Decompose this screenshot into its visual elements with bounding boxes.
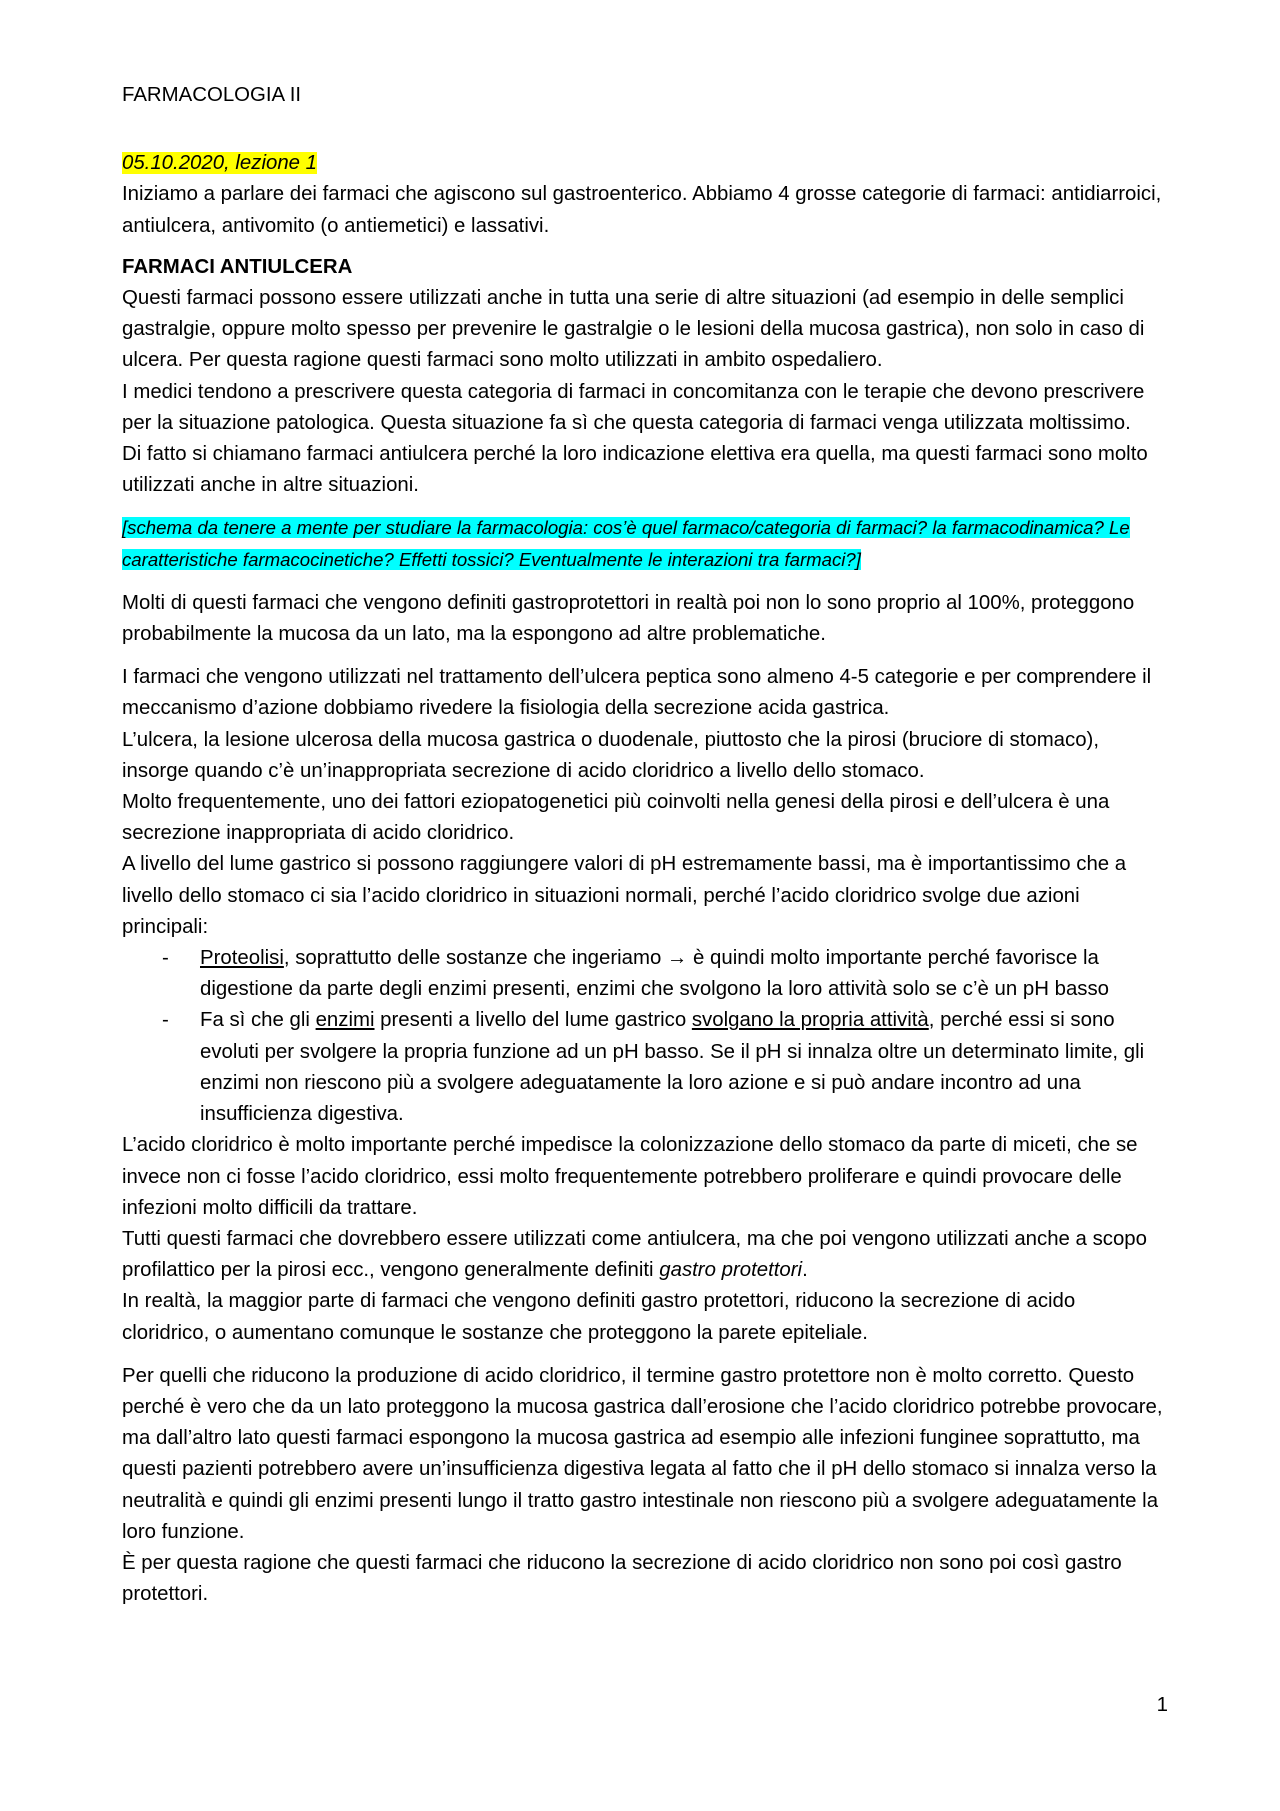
lesson-date-highlight: 05.10.2020, lezione 1 <box>122 152 318 175</box>
paragraph-1: Questi farmaci possono essere utilizzati anche in tutta una serie di altre situazioni (ad esempio in delle semplici gastralgie, oppure molto spesso per prevenire le gastralgie o le lesioni della mucosa gastrica), non solo in caso di ulcera. Per questa ragione questi farmaci sono molto utilizzati in ambito ospedaliero. <box>122 287 1145 372</box>
page-number: 1 <box>1156 1694 1168 1716</box>
paragraph-10-end: . <box>802 1259 808 1282</box>
list-item-1-text-after: è quindi molto importante perché favorisce la digestione da parte degli enzimi presenti, enzimi che svolgono la loro attività solo se c’è un pH basso <box>200 947 1110 1001</box>
paragraph-5: I farmaci che vengono utilizzati nel trattamento dell’ulcera peptica sono almeno 4-5 categorie e per comprendere il meccanismo d’azione dobbiamo rivedere la fisiologia della secrezione acida gastrica. <box>122 666 1152 720</box>
list-item-2-underlined-2: svolgano la propria attività <box>691 1009 929 1032</box>
lesson-date <box>122 148 1166 179</box>
paragraph-12: Per quelli che riducono la produzione di acido cloridrico, il termine gastro protettore non è molto corretto. Questo perché è vero che da un lato proteggono la mucosa gastrica dall’erosione che l’acido cloridrico potrebbe provocare, ma dall’altro lato questi farmaci espongono la mucosa gastrica ad esempio alle infezioni funginee soprattutto, ma questi pazienti potrebbero avere un’insufficienza digestiva legata al fatto che il pH dello stomaco si innalza verso la neutralità e quindi gli enzimi presenti lungo il tratto gastro intestinale non riescono più a svolgere adeguatamente la loro funzione. <box>122 1364 1163 1543</box>
list-item <box>122 943 1166 1005</box>
section-heading: FARMACI ANTIULCERA <box>122 255 353 278</box>
paragraph-6: L’ulcera, la lesione ulcerosa della mucosa gastrica o duodenale, piuttosto che la pirosi (bruciore di stomaco), insorge quando c’è un’inappropriata secrezione di acido cloridrico a livello dello stomaco. <box>122 728 1100 782</box>
paragraph-10-text: Tutti questi farmaci che dovrebbero essere utilizzati come antiulcera, ma che poi vengono utilizzati anche a scopo profilattico per la pirosi ecc., vengono generalmente definiti <box>122 1227 1147 1282</box>
paragraph-3: Di fatto si chiamano farmaci antiulcera perché la loro indicazione elettiva era quella, ma questi farmaci sono molto utilizzati anche in altre situazioni. <box>122 443 1148 497</box>
arrow-icon: → <box>667 947 688 970</box>
list-dash: - <box>162 947 169 970</box>
study-note-highlight: [schema da tenere a mente per studiare la farmacologia: cos’è quel farmaco/categoria di farmaci? la farmacodinamica? Le caratteristiche farmacocinetiche? Effetti tossici? Eventualmente le interazioni tra farmaci?] <box>122 517 1130 570</box>
paragraph-13: È per questa ragione che questi farmaci che riducono la secrezione di acido cloridrico non sono poi così gastro protettori. <box>122 1551 1122 1606</box>
study-note <box>122 513 1166 575</box>
list-item-2-text-b: presenti a livello del lume gastrico <box>374 1009 692 1032</box>
lesson-intro: Iniziamo a parlare dei farmaci che agiscono sul gastroenterico. Abbiamo 4 grosse categorie di farmaci: antidiarroici, antiulcera, antivomito (o antiemetici) e lassativi. <box>122 183 1162 237</box>
list-item-2-underlined-1: enzimi <box>315 1009 375 1032</box>
functions-list <box>122 943 1166 1130</box>
paragraph-10-italic: gastro protettori <box>659 1259 803 1282</box>
list-item <box>122 1005 1166 1130</box>
list-dash: - <box>162 1009 169 1032</box>
list-item-1-text: , soprattutto delle sostanze che ingeriamo <box>283 947 667 970</box>
paragraph-7: Molto frequentemente, uno dei fattori eziopatogenetici più coinvolti nella genesi della pirosi e dell’ulcera è una secrezione inappropriata di acido cloridrico. <box>122 791 1110 845</box>
document-header-title: FARMACOLOGIA II <box>122 84 302 106</box>
paragraph-2: I medici tendono a prescrivere questa categoria di farmaci in concomitanza con le terapie che devono prescrivere per la situazione patologica. Questa situazione fa sì che questa categoria di farmaci venga utilizzata moltissimo. <box>122 380 1145 434</box>
list-item-2-text-c: , perché essi si sono evoluti per svolgere la propria funzione ad un pH basso. Se il pH si innalza oltre un determinato limite, gli enzimi non riescono più a svolgere adeguatamente la loro azione e si può andare incontro ad una insufficienza digestiva. <box>200 1009 1145 1126</box>
paragraph-9: L’acido cloridrico è molto importante perché impedisce la colonizzazione dello stomaco da parte di miceti, che se invece non ci fosse l’acido cloridrico, essi molto frequentemente potrebbero proliferare e quindi provocare delle infezioni molto difficili da trattare. <box>122 1134 1138 1219</box>
paragraph-10 <box>122 1224 1166 1286</box>
list-item-2-text-a: Fa sì che gli <box>200 1009 316 1032</box>
paragraph-4: Molti di questi farmaci che vengono definiti gastroprotettori in realtà poi non lo sono proprio al 100%, proteggono probabilmente la mucosa da un lato, ma la espongono ad altre problematiche. <box>122 591 1135 646</box>
list-item-1-underlined: Proteolisi <box>200 947 284 970</box>
paragraph-8: A livello del lume gastrico si possono raggiungere valori di pH estremamente bassi, ma è importantissimo che a livello dello stomaco ci sia l’acido cloridrico in situazioni normali, perché l’acido cloridrico svolge due azioni principali: <box>122 853 1127 938</box>
page-content <box>122 80 1166 1610</box>
paragraph-11: In realtà, la maggior parte di farmaci che vengono definiti gastro protettori, riducono la secrezione di acido cloridrico, o aumentano comunque le sostanze che proteggono la parete epiteliale. <box>122 1290 1076 1344</box>
